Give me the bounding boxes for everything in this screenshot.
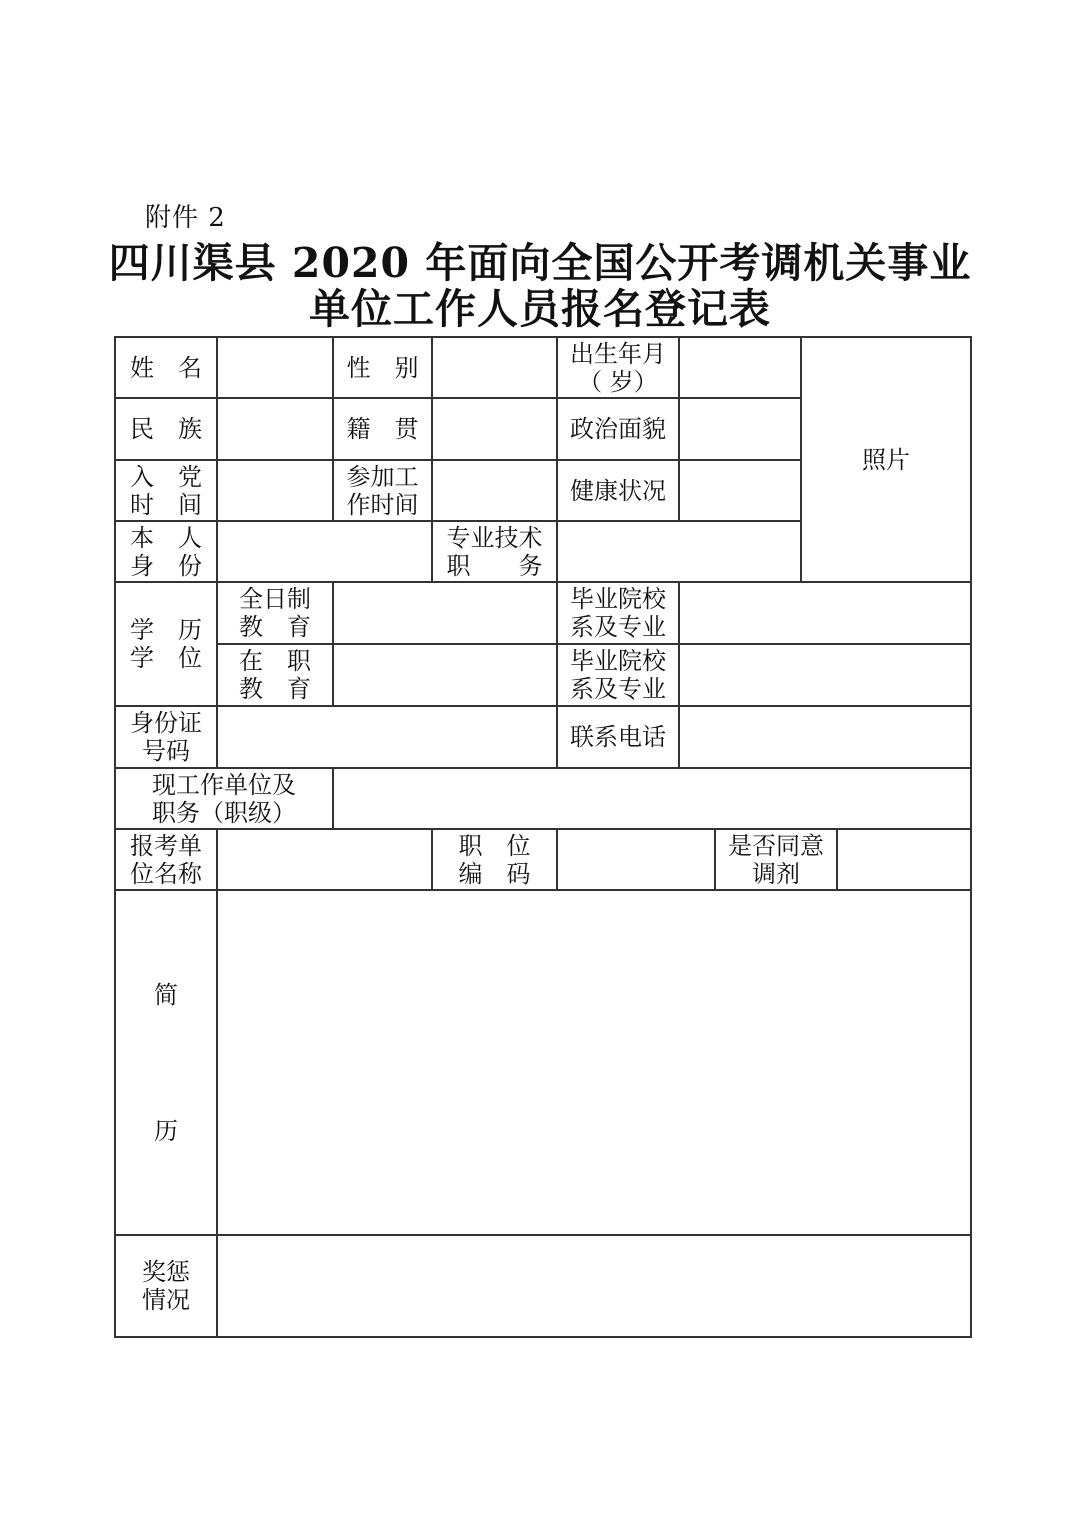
party-join-label: 入 党 时 间 — [130, 462, 202, 519]
professional-title-field[interactable] — [558, 522, 800, 581]
inservice-school-field[interactable] — [680, 645, 970, 705]
current-work-field[interactable] — [334, 769, 970, 828]
resume-field[interactable] — [218, 891, 970, 1234]
current-work-label: 现工作单位及 职务（职级） — [152, 770, 296, 827]
native-place-field[interactable] — [433, 399, 556, 459]
position-code-field[interactable] — [558, 830, 714, 889]
party-join-field[interactable] — [218, 461, 332, 520]
form-title-line-1: 四川渠县 2020 年面向全国公开考调机关事业 — [108, 239, 972, 287]
id-number-field[interactable] — [218, 707, 556, 767]
education-label: 学 历 学 位 — [130, 616, 202, 672]
phone-field[interactable] — [680, 707, 970, 767]
adjust-consent-label: 是否同意 调剂 — [728, 831, 824, 888]
position-code-label: 职 位 编 码 — [458, 831, 531, 888]
identity-label: 本 人 身 份 — [130, 523, 202, 580]
identity-field[interactable] — [218, 522, 431, 581]
political-status-label: 政治面貌 — [570, 415, 666, 443]
id-number-label: 身份证 号码 — [130, 709, 202, 765]
professional-title-label: 专业技术 职 务 — [446, 523, 543, 580]
birth-label: 出生年月 （ 岁） — [570, 339, 666, 396]
fulltime-school-field[interactable] — [680, 583, 970, 643]
photo-box[interactable]: 照片 — [862, 446, 910, 474]
native-place-label: 籍 贯 — [346, 415, 419, 443]
gender-field[interactable] — [433, 338, 556, 397]
awards-field[interactable] — [218, 1236, 970, 1336]
ethnicity-field[interactable] — [218, 399, 332, 459]
health-label: 健康状况 — [570, 476, 666, 505]
attachment-number: 附件 2 — [145, 203, 226, 233]
apply-unit-label: 报考单 位名称 — [130, 831, 202, 888]
awards-label: 奖惩 情况 — [142, 1258, 190, 1314]
fulltime-education-label: 全日制 教 育 — [239, 585, 311, 641]
adjust-consent-field[interactable] — [838, 830, 970, 889]
inservice-education-field[interactable] — [334, 645, 556, 705]
phone-label: 联系电话 — [570, 723, 666, 751]
political-status-field[interactable] — [680, 399, 800, 459]
apply-unit-field[interactable] — [218, 830, 431, 889]
work-start-label: 参加工 作时间 — [346, 462, 419, 519]
name-label: 姓 名 — [130, 353, 202, 382]
ethnicity-label: 民 族 — [130, 415, 202, 443]
birth-field[interactable] — [680, 338, 800, 397]
name-field[interactable] — [218, 338, 332, 397]
grid-line — [114, 1336, 972, 1338]
resume-label-1: 简 — [154, 981, 178, 1009]
fulltime-school-label: 毕业院校 系及专业 — [570, 585, 666, 641]
form-title-line-2: 单位工作人员报名登记表 — [309, 285, 771, 333]
gender-label: 性 别 — [346, 353, 419, 382]
health-field[interactable] — [680, 461, 800, 520]
work-start-field[interactable] — [433, 461, 556, 520]
inservice-education-label: 在 职 教 育 — [239, 647, 311, 703]
fulltime-education-field[interactable] — [334, 583, 556, 643]
grid-line — [970, 336, 972, 1338]
resume-label-2: 历 — [154, 1117, 178, 1145]
inservice-school-label: 毕业院校 系及专业 — [570, 647, 666, 703]
